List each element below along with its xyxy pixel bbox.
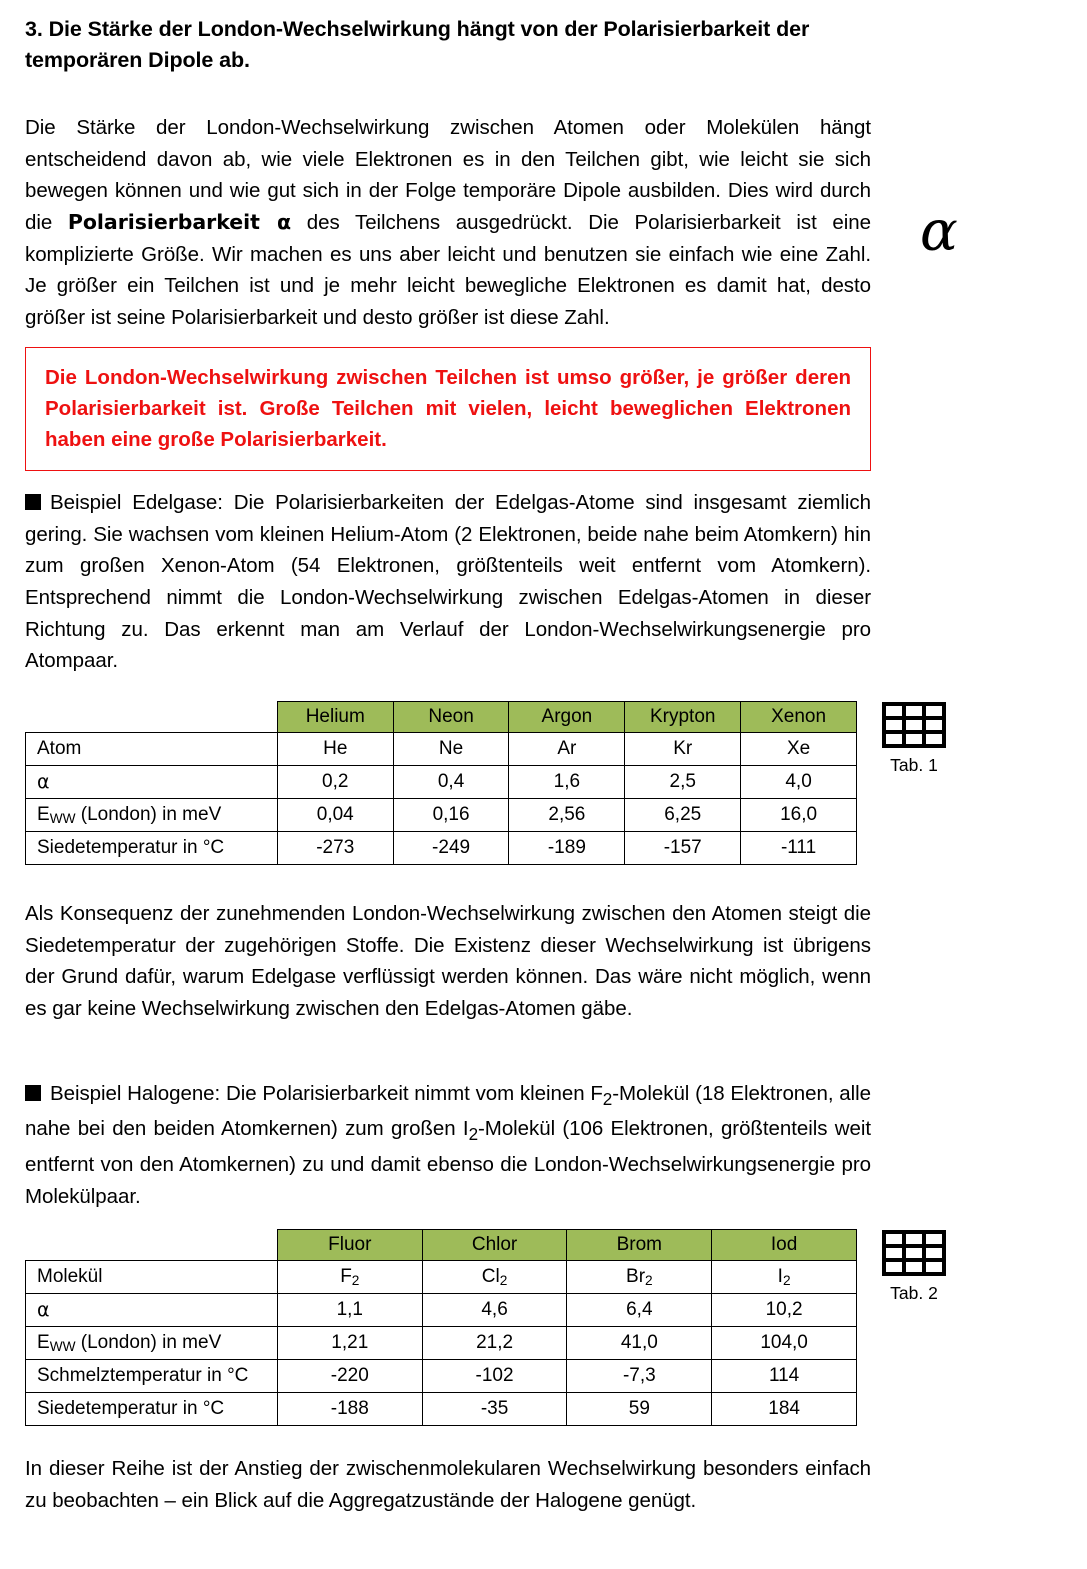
row-label: Siedetemperatur in °C [26, 1393, 278, 1426]
table-header-cell: Krypton [625, 702, 741, 733]
table-cell: $Cl_2$ [422, 1261, 567, 1294]
table-row [26, 766, 857, 799]
row-label-rest: (London) in meV [75, 1332, 222, 1353]
paragraph-noble-gases [25, 487, 871, 677]
table-cell: -7,3 [567, 1360, 712, 1393]
row-label: Schmelztemperatur in °C [26, 1360, 278, 1393]
row-label: Atom [26, 733, 278, 766]
table-cell: 2,5 [625, 766, 741, 799]
square-bullet-icon [25, 1085, 41, 1101]
table-cell: 10,2 [712, 1294, 857, 1327]
table-caption: Tab. 2 [890, 1283, 938, 1303]
table-cell: 0,16 [393, 799, 509, 832]
table-cell: -111 [741, 832, 857, 865]
square-bullet-icon [25, 494, 41, 510]
table-cell: 104,0 [712, 1327, 857, 1360]
page-title: 3. Die Stärke der London-Wechselwirkung hängt von der Polarisierbarkeit der temporären Dipole ab. [25, 17, 810, 72]
row-label: α [26, 1294, 278, 1327]
table-header-cell: Argon [509, 702, 625, 733]
row-label-base: E [37, 804, 50, 825]
table-row [26, 832, 857, 865]
row-label [26, 799, 278, 832]
table-header-row [26, 702, 857, 733]
table-cell: 16,0 [741, 799, 857, 832]
table-cell: He [277, 733, 393, 766]
table-cell: 0,2 [277, 766, 393, 799]
formula-subscript: 2 [468, 1125, 479, 1145]
table-cell: 184 [712, 1393, 857, 1426]
table-cell: $I_2$ [712, 1261, 857, 1294]
table-header-cell: Xenon [741, 702, 857, 733]
table-cell: 6,25 [625, 799, 741, 832]
table-corner-cell [26, 1230, 278, 1261]
row-label: Siedetemperatur in °C [26, 832, 278, 865]
table-header-cell: Iod [712, 1230, 857, 1261]
halogens-text-part1: Beispiel Halogene: Die Polarisierbarkeit nimmt vom kleinen F [50, 1082, 603, 1105]
halogens-text-part2: -Molekül (18 Elektronen, alle nahe bei den beiden Atomkernen) zum großen I [25, 1082, 871, 1141]
table-cell: Ne [393, 733, 509, 766]
formula-subscript: 2 [602, 1090, 613, 1110]
table-cell: 59 [567, 1393, 712, 1426]
table-cell: 114 [712, 1360, 857, 1393]
noble-gases-text: Beispiel Edelgase: Die Polarisierbarkeiten der Edelgas-Atome sind insgesamt ziemlich gering. Sie wachsen vom kleinen Helium-Atom (2 Elektronen, beide nahe beim Atomkern) hin zum großen Xenon-Atom (54 Elektronen, größtenteils weit entfernt vom Atomkern). Entsprechend nimmt die London-Wechselwirkung zwischen Edelgas-Atomen in dieser Richtung zu. Das erkennt man am Verlauf der London-Wechselwirkungsenergie pro Atompaar. [25, 491, 871, 673]
table-cell: 1,1 [277, 1294, 422, 1327]
table-caption: Tab. 1 [890, 755, 938, 775]
table-cell: -249 [393, 832, 509, 865]
table-cell: -189 [509, 832, 625, 865]
row-label [26, 1327, 278, 1360]
row-label: α [26, 766, 278, 799]
table-row [26, 1327, 857, 1360]
paragraph-final: In dieser Reihe ist der Anstieg der zwischenmolekularen Wechselwirkung besonders einfach zu beobachten – ein Blick auf die Aggregatzustände der Halogene genügt. [25, 1457, 871, 1512]
row-label: Molekül [26, 1261, 278, 1294]
table-cell: -102 [422, 1360, 567, 1393]
table-cell: 1,21 [277, 1327, 422, 1360]
row-label-base: E [37, 1332, 50, 1353]
table-cell: 1,6 [509, 766, 625, 799]
table-row [26, 1261, 857, 1294]
table-cell: Xe [741, 733, 857, 766]
table-row [26, 1393, 857, 1426]
callout-box [25, 347, 871, 471]
intro-text-before-bold: Die Stärke der London-Wechselwirkung zwischen Atomen oder Molekülen hängt entscheidend davon ab, wie viele Elektronen es in den Teilchen gibt, wie leicht sie sich bewegen können und wie gut sich in der Folge temporäre Dipole ausbilden. Dies wird durch die [25, 116, 871, 235]
table-cell: $Br_2$ [567, 1261, 712, 1294]
table-cell: Kr [625, 733, 741, 766]
table-cell: 0,4 [393, 766, 509, 799]
table-header-cell: Fluor [277, 1230, 422, 1261]
row-label-subscript: WW [49, 811, 76, 826]
table-cell: -157 [625, 832, 741, 865]
row-label-rest: (London) in meV [75, 804, 222, 825]
table-cell: -220 [277, 1360, 422, 1393]
table-cell: 2,56 [509, 799, 625, 832]
table-header-cell: Chlor [422, 1230, 567, 1261]
table-grid-icon [882, 1230, 946, 1276]
table-header-cell: Helium [277, 702, 393, 733]
table-cell: 21,2 [422, 1327, 567, 1360]
callout-text: Die London-Wechselwirkung zwischen Teilchen ist umso größer, je größer deren Polarisierbarkeit ist. Große Teilchen mit vielen, leicht beweglichen Elektronen haben eine große Polarisierbarkeit. [45, 366, 851, 452]
table-cell: 0,04 [277, 799, 393, 832]
table-cell: 4,6 [422, 1294, 567, 1327]
paragraph-consequence: Als Konsequenz der zunehmenden London-Wechselwirkung zwischen den Atomen steigt die Siedetemperatur der zugehörigen Stoffe. Die Existenz dieser Wechselwirkung ist übrigens der Grund dafür, warum Edelgase verflüssigt werden können. Das wäre nicht möglich, wenn es gar keine Wechselwirkung zwischen den Edelgas-Atomen gäbe. [25, 902, 871, 1021]
halogens-text-part3: -Molekül (106 Elektronen, größtenteils weit entfernt von den Atomkernen) zu und damit ebenso die London-Wechselwirkungsenergie pro Molekülpaar. [25, 1117, 872, 1208]
table-cell: 41,0 [567, 1327, 712, 1360]
table-cell: -273 [277, 832, 393, 865]
row-label-subscript: WW [49, 1339, 76, 1354]
table-cell: 4,0 [741, 766, 857, 799]
intro-bold-term: Polarisierbarkeit α [67, 210, 292, 235]
table-cell: Ar [509, 733, 625, 766]
paragraph-intro [25, 112, 871, 334]
table-row [26, 799, 857, 832]
intro-text-after-bold: des Teilchens ausgedrückt. Die Polarisierbarkeit ist eine komplizierte Größe. Wir machen es uns aber leicht und benutzen sie einfach wie eine Zahl. Je größer ein Teilchen ist und je mehr leicht bewegliche Elektronen es damit hat, desto größer ist seine Polarisierbarkeit und desto größer ist diese Zahl. [25, 211, 871, 330]
table-row [26, 1360, 857, 1393]
table-corner-cell [26, 702, 278, 733]
table-halogens [25, 1229, 857, 1426]
paragraph-halogens [25, 1078, 871, 1212]
table-row [26, 1294, 857, 1327]
table-header-row [26, 1230, 857, 1261]
table-grid-icon [882, 702, 946, 748]
table-reference-1 [866, 702, 962, 775]
table-header-cell: Neon [393, 702, 509, 733]
table-reference-2 [866, 1230, 962, 1303]
table-cell: 6,4 [567, 1294, 712, 1327]
table-cell: -188 [277, 1393, 422, 1426]
table-header-cell: Brom [567, 1230, 712, 1261]
margin-alpha-symbol: α [920, 199, 958, 264]
table-cell: $F_2$ [277, 1261, 422, 1294]
table-row [26, 733, 857, 766]
table-cell: -35 [422, 1393, 567, 1426]
table-noble-gases [25, 701, 857, 865]
